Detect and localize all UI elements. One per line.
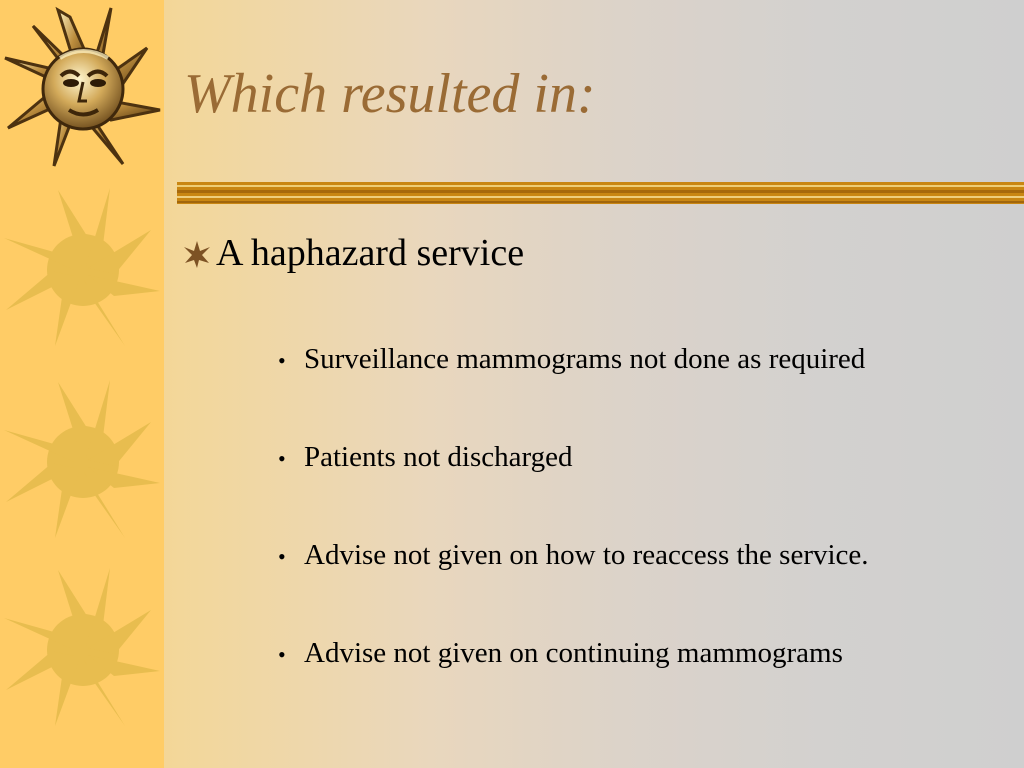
sub-bullet-text: Advise not given on continuing mammograms bbox=[304, 637, 843, 669]
sub-bullet-text: Surveillance mammograms not done as required bbox=[304, 343, 866, 375]
sub-bullet-text: Advise not given on how to reaccess the service. bbox=[304, 539, 869, 571]
bullet-dot-icon: • bbox=[278, 348, 286, 373]
sub-bullet-list bbox=[278, 343, 869, 735]
left-decoration-band bbox=[0, 0, 164, 768]
sub-bullet-item bbox=[278, 343, 869, 441]
bullet-dot-icon: • bbox=[278, 446, 286, 471]
bullet-dot-icon: • bbox=[278, 544, 286, 569]
sub-bullet-text: Patients not discharged bbox=[304, 441, 573, 473]
main-bullet bbox=[182, 233, 524, 275]
sub-bullet-item bbox=[278, 637, 869, 735]
sun-icon bbox=[0, 180, 164, 360]
bullet-dot-icon: • bbox=[278, 642, 286, 667]
sun-icon bbox=[0, 372, 164, 552]
sun-icon bbox=[0, 560, 164, 740]
sun-face-icon bbox=[0, 0, 164, 180]
sub-bullet-item bbox=[278, 539, 869, 637]
main-bullet-text: A haphazard service bbox=[216, 232, 525, 274]
title-divider bbox=[177, 182, 1024, 204]
sub-bullet-item bbox=[278, 441, 869, 539]
slide-title: Which resulted in: bbox=[184, 63, 596, 125]
star-bullet-icon bbox=[182, 239, 212, 269]
